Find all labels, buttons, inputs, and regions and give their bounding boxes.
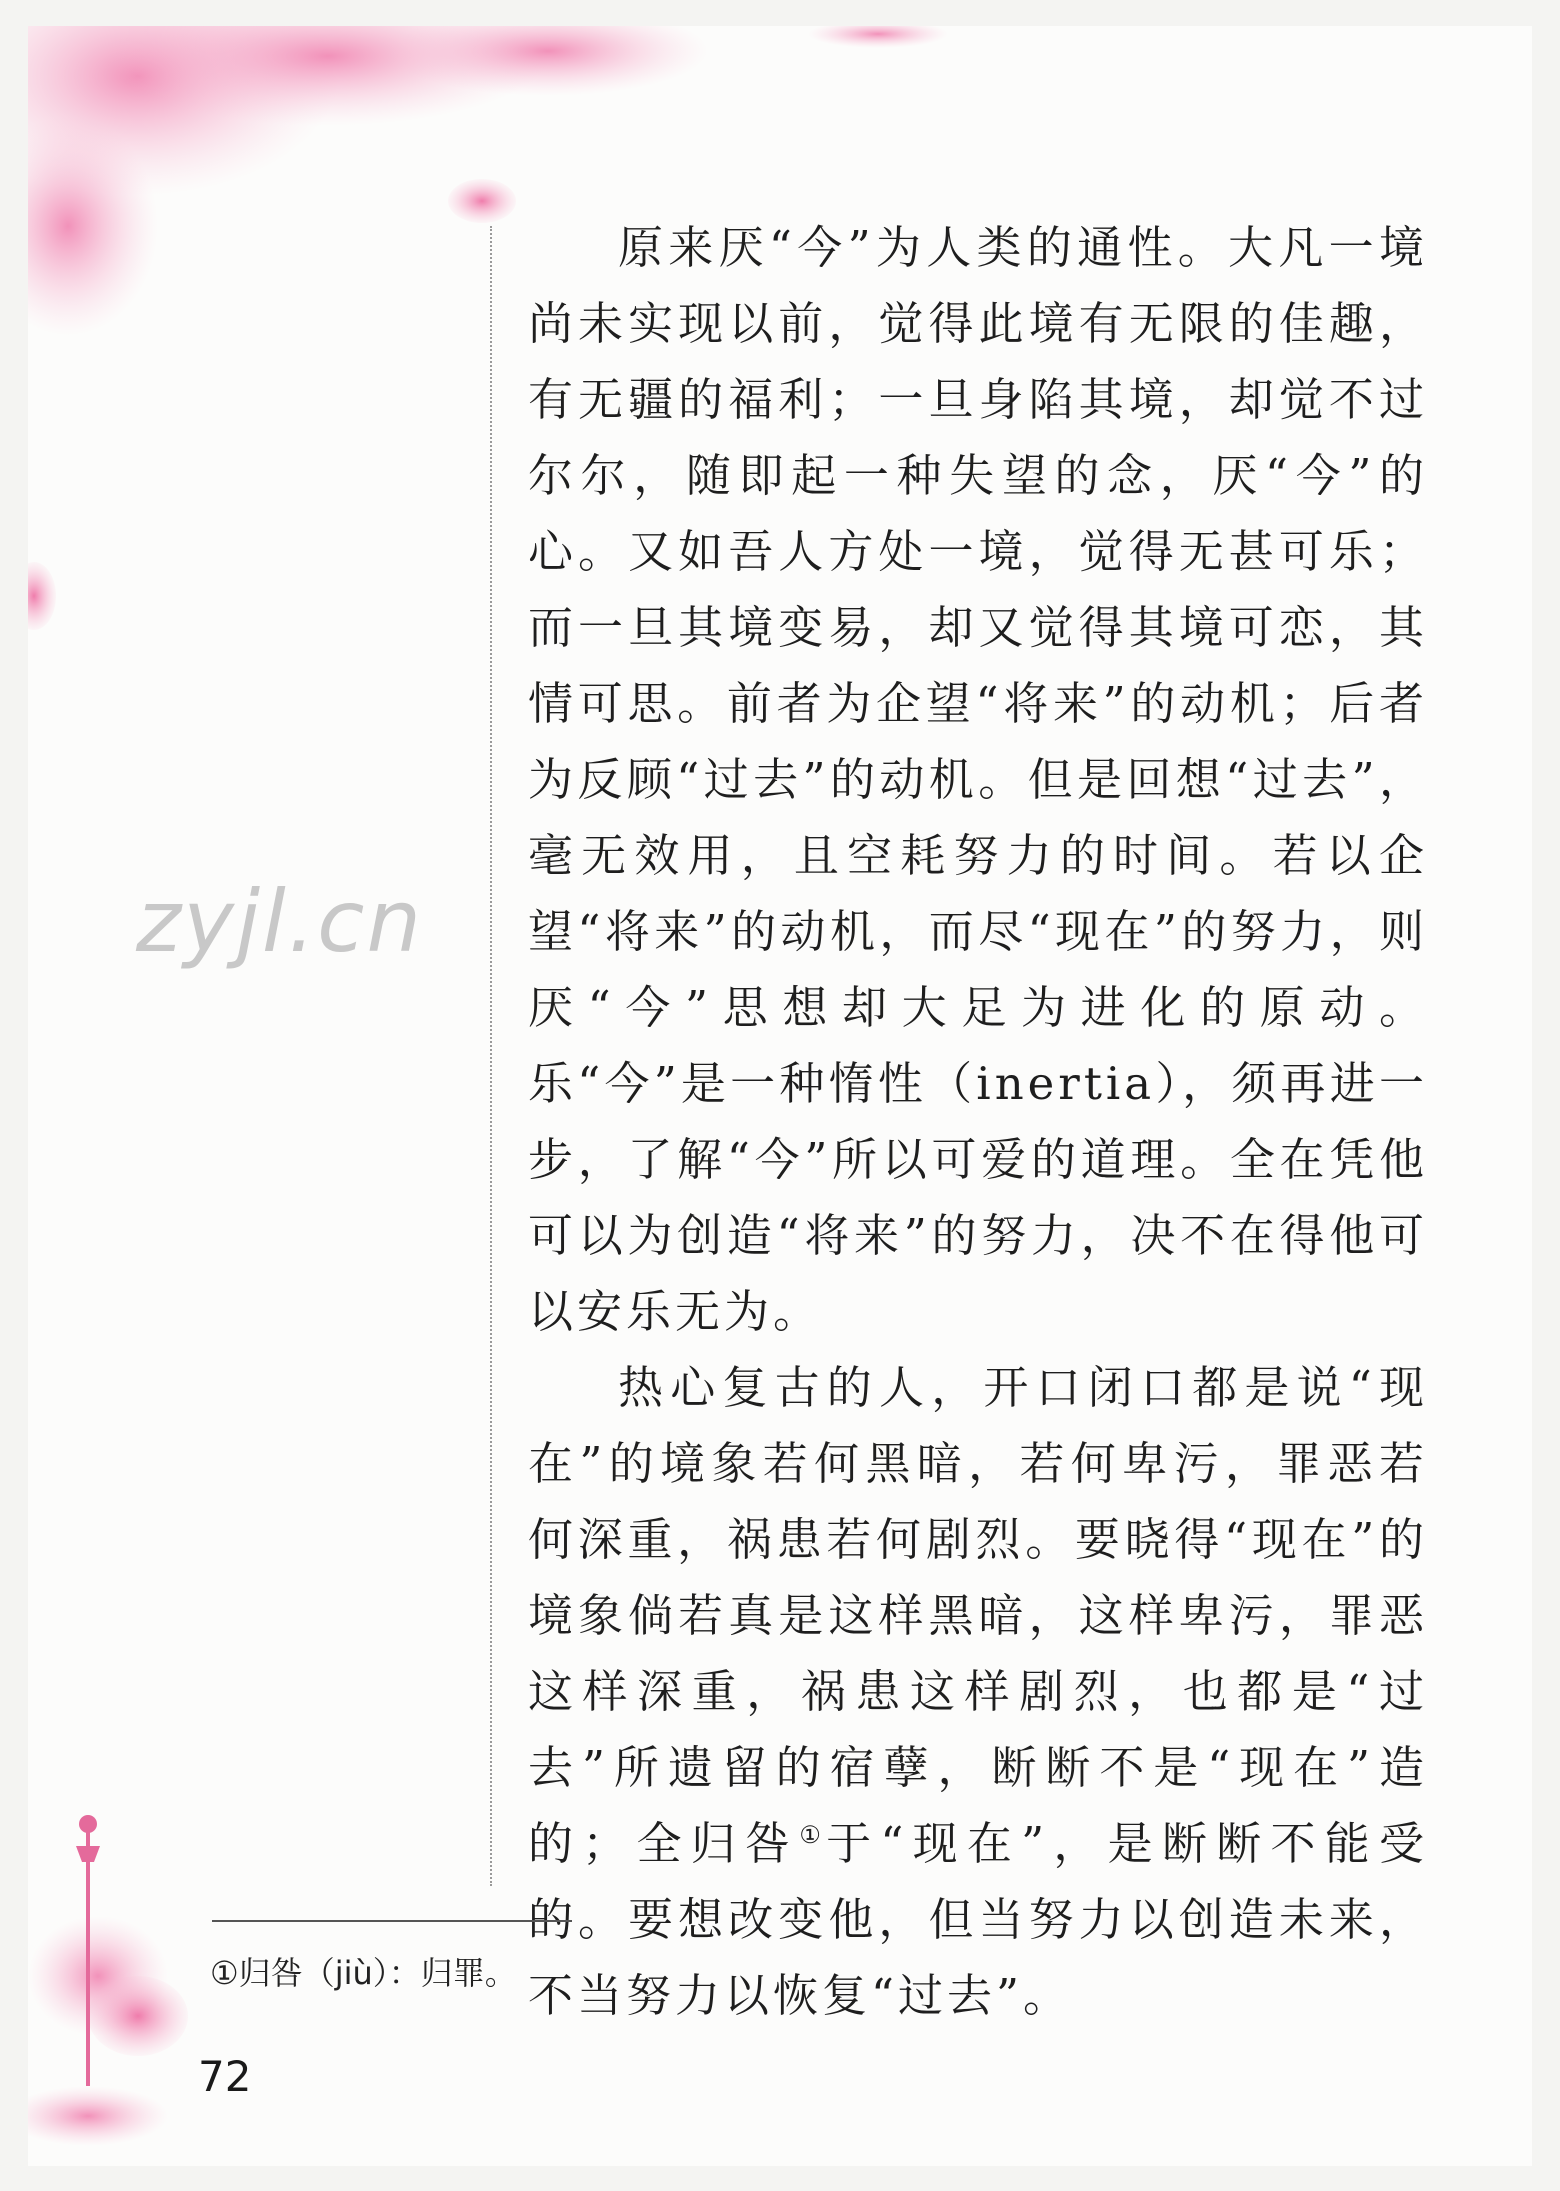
margin-dotted-rule	[490, 226, 492, 1886]
page-number: 72	[198, 2052, 252, 2101]
paragraph	[528, 1350, 1428, 2034]
watermark: zyjl.cn	[136, 872, 423, 972]
footnote: ①归咎（jiù）：归罪。	[210, 1954, 517, 1992]
textbook-page	[28, 26, 1532, 2166]
footnote-rule	[212, 1920, 572, 1922]
paragraph-text: 于“现在”，是断断不能受的。要想改变他，但当努力以创造未来，不当努力以恢复“过去”。	[528, 1817, 1428, 2022]
footnote-marker: ①	[799, 1821, 827, 1849]
paragraph: 原来厌“今”为人类的通性。大凡一境尚未实现以前，觉得此境有无限的佳趣，有无疆的福利；一旦身陷其境，却觉不过尔尔，随即起一种失望的念，厌“今”的心。又如吾人方处一境，觉得无甚可乐；而一旦其境变易，却又觉得其境可恋，其情可思。前者为企望“将来”的动机；后者为反顾“过去”的动机。但是回想“过去”，毫无效用，且空耗努力的时间。若以企望“将来”的动机，而尽“现在”的努力，则厌“今”思想却大足为进化的原动。乐“今”是一种惰性（inertia），须再进一步，了解“今”所以可爱的道理。全在凭他可以为创造“将来”的努力，决不在得他可以安乐无为。	[528, 221, 1428, 1338]
paragraph-text: 热心复古的人，开口闭口都是说“现在”的境象若何黑暗，若何卑污，罪恶若何深重，祸患若何剧烈。要晓得“现在”的境象倘若真是这样黑暗，这样卑污，罪恶这样深重，祸患这样剧烈，也都是“过去”所遗留的宿孽，断断不是“现在”造的；全归咎	[528, 1361, 1428, 1870]
body-text	[528, 210, 1428, 2034]
